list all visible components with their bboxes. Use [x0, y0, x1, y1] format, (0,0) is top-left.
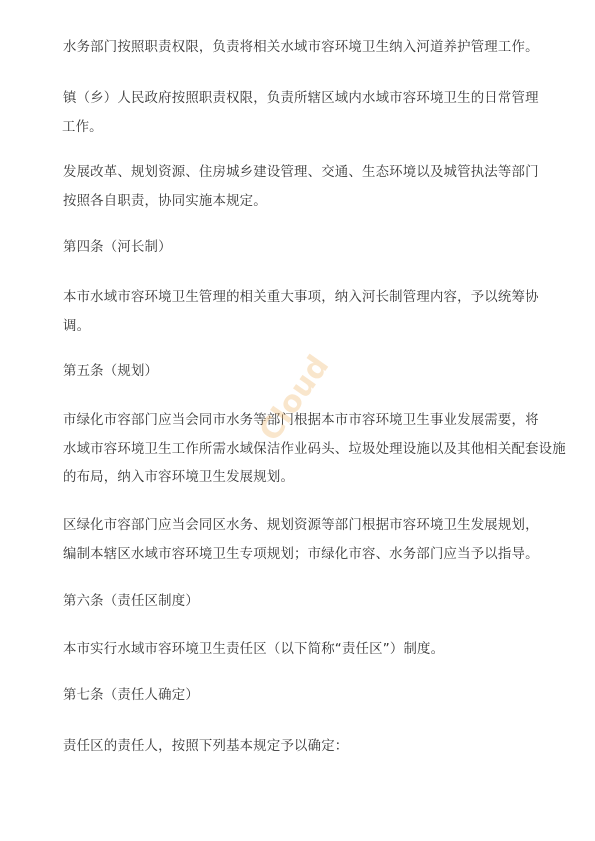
paragraph-river-chief: [63, 284, 555, 341]
paragraph-line: 调。: [63, 318, 91, 334]
heading-text: 第四条（河长制）: [63, 240, 172, 255]
paragraph-line: 责任区的责任人，按照下列基本规定予以确定：: [63, 739, 349, 754]
paragraph-line: 镇（乡）人民政府按照职责权限，负责所辖区域内水域市容环境卫生的日常管理: [63, 91, 539, 106]
paragraph-line: 市绿化市容部门应当会同市水务等部门根据本市市容环境卫生事业发展需要，将: [63, 413, 539, 428]
paragraph-line: 编制本辖区水域市容环境卫生专项规划；市绿化市容、水务部门应当予以指导。: [63, 546, 539, 562]
paragraph-line: 的布局，纳入市容环境卫生发展规划。: [63, 470, 295, 485]
article-4-heading: [63, 234, 172, 263]
paragraph-line: 发展改革、规划资源、住房城乡建设管理、交通、生态环境以及城管执法等部门: [63, 165, 539, 180]
paragraph-responsibility-zone: [63, 636, 555, 665]
paragraph-line: 水务部门按照职责权限，负责将相关水域市容环境卫生纳入河道养护管理工作。: [63, 40, 539, 55]
paragraph-line: 按照各自职责，协同实施本规定。: [63, 193, 267, 209]
paragraph-city-planning: [63, 407, 566, 493]
paragraph-departments: [63, 159, 555, 216]
paragraph-district-planning: [63, 512, 555, 569]
paragraph-responsible-person: [63, 733, 555, 762]
paragraph-line: 本市水域市容环境卫生管理的相关重大事项，纳入河长制管理内容，予以统筹协: [63, 290, 539, 305]
heading-text: 第五条（规划）: [63, 364, 159, 379]
heading-text: 第六条（责任区制度）: [63, 594, 199, 609]
paragraph-line: 工作。: [62, 119, 103, 135]
article-6-heading: [63, 588, 199, 617]
article-5-heading: [63, 358, 158, 387]
paragraph-township: [63, 85, 555, 142]
watermark-text: Cloud: [252, 349, 337, 448]
paragraph-line: 水域市容环境卫生工作所需水域保洁作业码头、垃圾处理设施以及其他相关配套设施: [63, 441, 566, 457]
paragraph-water-affairs: [63, 34, 555, 63]
article-7-heading: [63, 682, 199, 711]
paragraph-line: 本市实行水域市容环境卫生责任区（以下简称“责任区”）制度。: [63, 642, 445, 657]
paragraph-line: 区绿化市容部门应当会同区水务、规划资源等部门根据市容环境卫生发展规划，: [63, 518, 539, 533]
heading-text: 第七条（责任人确定）: [63, 688, 199, 703]
